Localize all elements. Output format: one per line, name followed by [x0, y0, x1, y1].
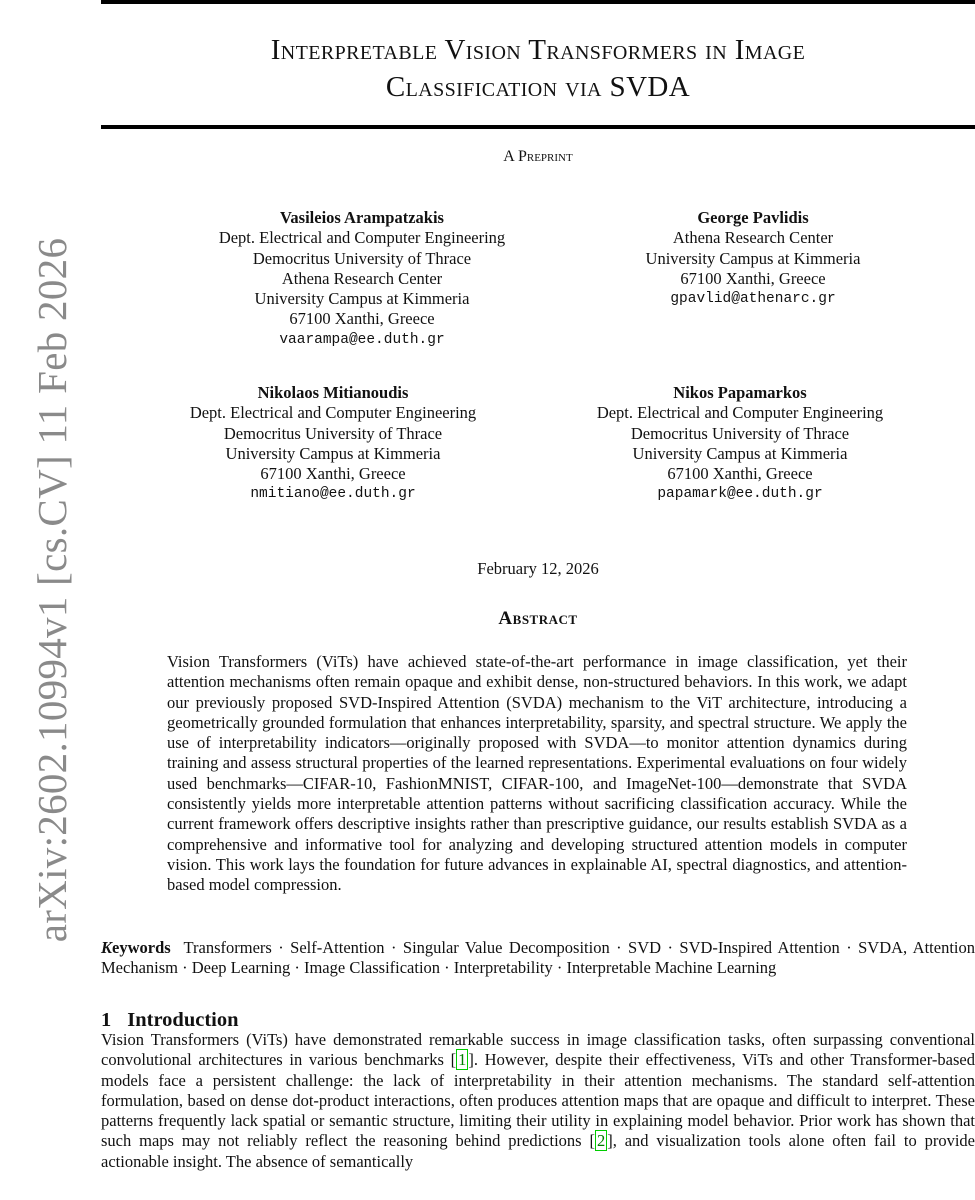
author-affiliation-line: 67100 Xanthi, Greece [289, 309, 435, 329]
intro-text-part: , and visualization tools alone often fail to provide actionable insight. The absence of semantically [101, 1131, 975, 1171]
author-affiliation-line: 67100 Xanthi, Greece [680, 268, 826, 288]
author-affiliation-line: Athena Research Center [672, 228, 834, 248]
introduction-paragraph: Vision Transformers (ViTs) have demonstrated remarkable success in image classification tasks, often surpassing conventional convolutional architectures in various benchmarks [ 1 ]. However, despite their effectiveness, ViTs and other Transformer-based models face a persistent challenge: the lack of interpretability in their attention mechanisms. The standard self-attention formulation, based on dense dot-product interactions, often produces attention maps that are opaque and difficult to interpret. These patterns frequently lack spatial or semantic structure, limiting their utility in explaining model behavior. Prior work has shown that such maps may not reliably reflect the reasoning behind predictions [ 2 ], and visualization tools alone often fail to provide actionable insight. The absence of semantically [101, 1030, 975, 1171]
section-number: 1 [101, 1009, 112, 1031]
author-affiliation-line: Democritus University of Thrace [630, 423, 850, 443]
abstract-text: Vision Transformers (ViTs) have achieved state-of-the-art performance in image classification, yet their attention mechanisms often remain opaque and exhibit dense, non-structured behaviors. In this work, we adapt our previously proposed SVD-Inspired Attention (SVDA) mechanism to the ViT architecture, introducing a geometrically grounded formulation that enhances interpretability, sparsity, and spectral structure. We apply the use of interpretability indicators—originally proposed with SVDA—to monitor attention dynamics during training and assess structural properties of the learned representations. Experimental evaluations on four widely used benchmarks—CIFAR-10, FashionMNIST, CIFAR-100, and ImageNet-100—demonstrate that SVDA consistently yields more interpretable attention patterns without sacrificing classification accuracy. While the current framework offers descriptive insights rather than prescriptive guidance, our results establish SVDA as a comprehensive and informative tool for analyzing and developing structured attention models in computer vision. This work lays the foundation for future advances in explainable AI, spectral diagnostics, and attention-based model compression. [167, 652, 907, 895]
author-affiliation-line: Dept. Electrical and Computer Engineering [218, 228, 506, 248]
title-bottom-rule [101, 125, 975, 129]
author-email[interactable]: gpavlid@athenarc.gr [670, 291, 836, 308]
author-affiliation-line: University Campus at Kimmeria [225, 443, 441, 463]
author-affiliation-line: Dept. Electrical and Computer Engineering [189, 403, 477, 423]
author-affiliation-line: Dept. Electrical and Computer Engineering [596, 403, 884, 423]
author-email[interactable]: papamark@ee.duth.gr [657, 486, 823, 503]
author-affiliation-line: 67100 Xanthi, Greece [260, 464, 406, 484]
title-line-1: Interpretable Vision Transformers in Image [270, 34, 806, 66]
keywords-label-rest: eywords [112, 938, 171, 957]
keywords-label-initial: K [101, 938, 113, 957]
title-line-2: Classification via SVDA [385, 71, 691, 103]
author-affiliation-line: University Campus at Kimmeria [632, 443, 848, 463]
abstract-heading: Abstract [498, 608, 578, 629]
publication-date: February 12, 2026 [477, 559, 599, 578]
keywords-paragraph [101, 938, 975, 979]
author-affiliation-line: University Campus at Kimmeria [645, 248, 861, 268]
keywords-list: Transformers · Self-Attention · Singular Value Decomposition · SVD · SVD-Inspired Attention · SVDA, Attention Mechanism · Deep Learning · Image Classification · Interpretability · Interpretable Machine Learning [101, 938, 975, 978]
author-affiliation-line: Democritus University of Thrace [223, 423, 443, 443]
section-title: Introduction [127, 1009, 239, 1031]
author-block-3 [190, 383, 476, 505]
author-block-2 [646, 208, 861, 309]
author-affiliation-line: Democritus University of Thrace [252, 248, 472, 268]
author-affiliation-line: University Campus at Kimmeria [254, 289, 470, 309]
author-name: Vasileios Arampatzakis [280, 208, 444, 227]
author-email[interactable]: vaarampa@ee.duth.gr [279, 331, 445, 348]
author-affiliation-line: 67100 Xanthi, Greece [667, 464, 813, 484]
section-heading-introduction [101, 1009, 239, 1032]
author-email[interactable]: nmitiano@ee.duth.gr [250, 486, 416, 503]
preprint-label: A Preprint [503, 148, 573, 165]
citation-link[interactable]: 1 [458, 1050, 467, 1070]
title-top-rule [101, 0, 975, 4]
arxiv-identifier: arXiv:2602.10994v1 [cs.CV] 11 Feb 2026 [29, 237, 75, 943]
author-affiliation-line: Athena Research Center [281, 268, 443, 288]
author-name: George Pavlidis [697, 208, 809, 227]
paper-title [101, 32, 975, 106]
author-block-4 [597, 383, 883, 505]
author-block-1 [219, 208, 505, 350]
keywords-label [101, 938, 171, 957]
citation-link[interactable]: 2 [596, 1131, 606, 1151]
intro-text-part: Vision Transformers (ViTs) have demonstrated remarkable success in image classification tasks, often surpassing conventional convolutional architectures in various benchmarks [101, 1030, 975, 1070]
intro-text-part: . However, despite their effectiveness, ViTs and other Transformer-based models face a persistent challenge: the lack of interpretability in their attention mechanisms. The standard self-attention formulation, based on dense dot-product interactions, often produces attention maps that are opaque and difficult to interpret. These patterns frequently lack spatial or semantic structure, limiting their utility in explaining model behavior. Prior work has shown that such maps may not reliably reflect the reasoning behind predictions [101, 1050, 975, 1151]
author-name: Nikos Papamarkos [673, 383, 807, 402]
author-name: Nikolaos Mitianoudis [257, 383, 409, 402]
